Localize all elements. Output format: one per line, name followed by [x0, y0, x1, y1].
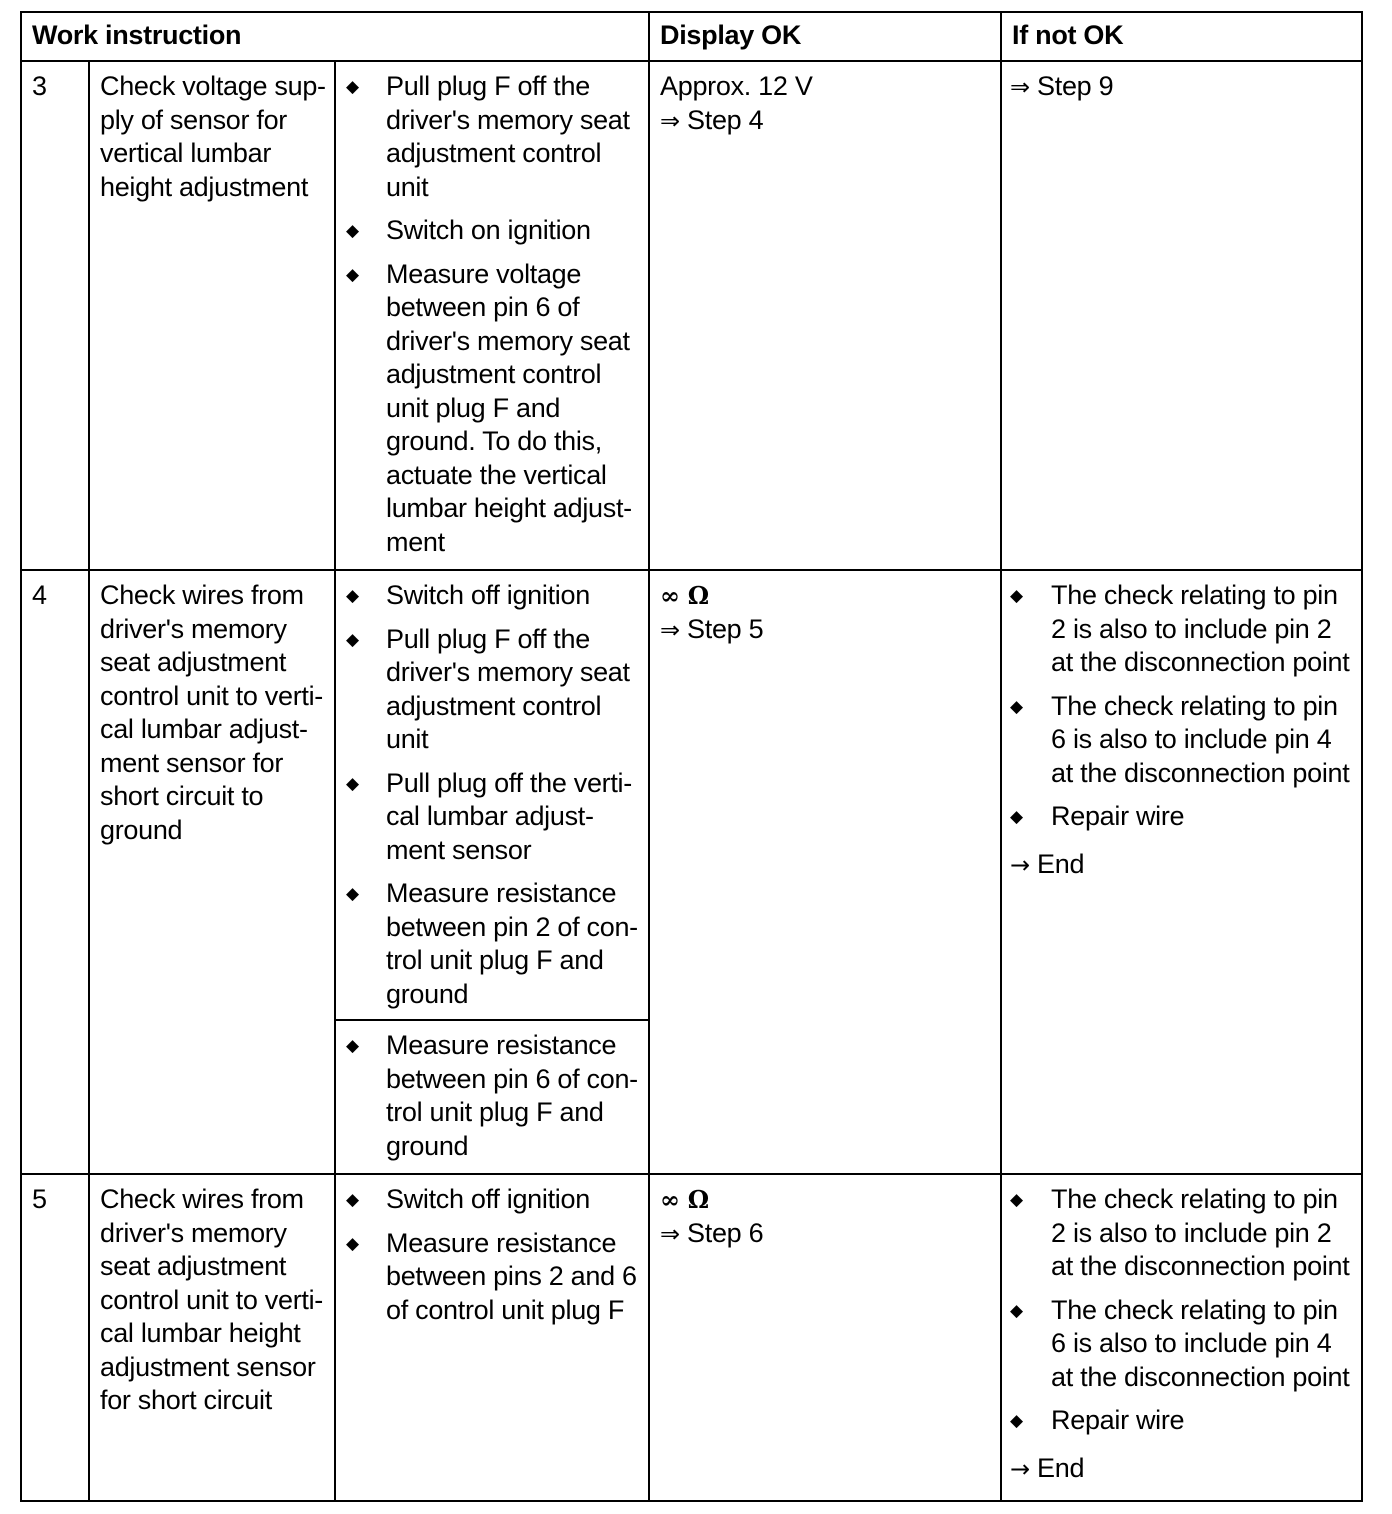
- action-list: [346, 70, 642, 559]
- error-next-step: [1010, 70, 1353, 105]
- list-item: [346, 579, 642, 613]
- if-not-ok-cell: [1001, 61, 1362, 570]
- display-ok-cell: [649, 570, 1001, 1174]
- next-step-label: Step 4: [687, 104, 764, 135]
- action-list: [346, 1183, 642, 1327]
- list-item: [1010, 579, 1353, 680]
- diamond-bullet-icon: ◆: [346, 586, 359, 605]
- table-row-step-3: [21, 61, 1362, 570]
- step-description-text: Check wires from driver's memory seat adjustment control unit to verti- cal lumbar height adjustment sensor for short circuit: [100, 1184, 323, 1415]
- action-subsection: [334, 1019, 650, 1163]
- diamond-bullet-icon: ◆: [346, 884, 359, 903]
- double-arrow-icon: ⇒: [660, 106, 680, 135]
- error-action-list: [1010, 579, 1353, 834]
- action-text: Pull plug F off the driver's memory seat adjustment control unit: [386, 71, 630, 202]
- step-actions: [335, 1174, 649, 1501]
- arrow-right-icon: →: [1010, 1454, 1030, 1483]
- list-item: [346, 1183, 642, 1217]
- error-action-text: The check relating to pin 2 is also to include pin 2 at the disconnection point: [1051, 1184, 1350, 1281]
- step-description: [89, 61, 335, 570]
- action-text: Switch off ignition: [386, 1184, 590, 1214]
- step-actions: [335, 61, 649, 570]
- diamond-bullet-icon: ◆: [346, 1036, 359, 1055]
- action-text: Measure resistance between pin 6 of con- trol unit plug F and ground: [386, 1030, 638, 1161]
- end-marker: [1010, 848, 1353, 883]
- diamond-bullet-icon: ◆: [1010, 1411, 1023, 1430]
- diamond-bullet-icon: ◆: [1010, 807, 1023, 826]
- header-work-instruction: Work instruction: [21, 12, 649, 61]
- step-number: 5: [21, 1174, 89, 1501]
- double-arrow-icon: ⇒: [1010, 73, 1030, 101]
- diamond-bullet-icon: ◆: [346, 773, 359, 793]
- error-action-list: [1010, 1183, 1353, 1438]
- display-value: Approx. 12 V: [660, 71, 813, 101]
- action-text: Switch on ignition: [386, 215, 591, 245]
- list-item: [346, 767, 642, 868]
- next-step-label: Step 6: [687, 1217, 764, 1248]
- list-item: [1010, 690, 1353, 791]
- double-arrow-icon: ⇒: [660, 1219, 680, 1248]
- step-description: [89, 570, 335, 1174]
- diamond-bullet-icon: ◆: [1010, 1300, 1023, 1320]
- display-next-step: [660, 104, 990, 139]
- table-row-step-4: [21, 570, 1362, 1174]
- diamond-bullet-icon: ◆: [346, 77, 359, 96]
- error-action-text: The check relating to pin 2 is also to include pin 2 at the disconnection point: [1051, 580, 1350, 677]
- display-ok-cell: [649, 1174, 1001, 1501]
- list-item: [346, 70, 642, 204]
- action-text: Pull plug off the verti- cal lumbar adjust- ment sensor: [386, 767, 632, 865]
- action-text: Measure voltage between pin 6 of driver's memory seat adjustment control unit plug F and ground. To do this, actuate the vertical lumbar height adjust- ment: [386, 258, 632, 557]
- error-action-text: Repair wire: [1051, 1405, 1185, 1435]
- table-row-step-5: [21, 1174, 1362, 1501]
- list-item: [346, 1227, 642, 1328]
- action-list: [346, 579, 642, 1011]
- end-label: End: [1037, 848, 1085, 879]
- action-text: Measure resistance between pin 2 of con- trol unit plug F and ground: [386, 878, 638, 1009]
- diamond-bullet-icon: ◆: [346, 1190, 359, 1209]
- diamond-bullet-icon: ◆: [1010, 586, 1023, 605]
- action-list: [346, 1029, 644, 1163]
- diamond-bullet-icon: ◆: [346, 629, 359, 649]
- display-next-step: [660, 1217, 990, 1252]
- step-actions: [335, 570, 649, 1174]
- arrow-right-icon: →: [1010, 850, 1030, 879]
- diamond-bullet-icon: ◆: [346, 221, 359, 240]
- action-text: Switch off ignition: [386, 580, 590, 610]
- error-action-text: The check relating to pin 6 is also to include pin 4 at the disconnection point: [1051, 690, 1350, 788]
- step-description: [89, 1174, 335, 1501]
- display-ok-cell: [649, 61, 1001, 570]
- header-if-not-ok: If not OK: [1001, 12, 1362, 61]
- step-number: 4: [21, 570, 89, 1174]
- double-arrow-icon: ⇒: [660, 615, 680, 644]
- next-step-label: Step 5: [687, 613, 764, 644]
- list-item: [1010, 1183, 1353, 1284]
- diamond-bullet-icon: ◆: [1010, 1190, 1023, 1209]
- header-display-ok: Display OK: [649, 12, 1001, 61]
- action-text: Measure resistance between pins 2 and 6 of control unit plug F: [386, 1227, 637, 1325]
- diamond-bullet-icon: ◆: [346, 1233, 359, 1253]
- end-marker: [1010, 1452, 1353, 1487]
- list-item: [1010, 800, 1353, 834]
- if-not-ok-cell: [1001, 570, 1362, 1174]
- list-item: [346, 877, 642, 1011]
- infinity-ohm-symbol: ∞ Ω: [660, 1185, 709, 1214]
- action-text: Pull plug F off the driver's memory seat adjustment control unit: [386, 623, 630, 754]
- list-item: [346, 1029, 644, 1163]
- diamond-bullet-icon: ◆: [346, 264, 359, 284]
- error-action-text: Repair wire: [1051, 801, 1185, 831]
- list-item: [1010, 1294, 1353, 1395]
- error-action-text: The check relating to pin 6 is also to include pin 4 at the disconnection point: [1051, 1294, 1350, 1392]
- if-not-ok-cell: [1001, 1174, 1362, 1501]
- error-step-label: Step 9: [1037, 71, 1114, 101]
- work-instruction-table: [20, 11, 1363, 1502]
- step-number: 3: [21, 61, 89, 570]
- table-header-row: [21, 12, 1362, 61]
- display-next-step: [660, 613, 990, 648]
- list-item: [346, 258, 642, 560]
- list-item: [1010, 1404, 1353, 1438]
- diamond-bullet-icon: ◆: [1010, 696, 1023, 716]
- list-item: [346, 214, 642, 248]
- list-item: [346, 623, 642, 757]
- step-description-text: Check wires from driver's memory seat adjustment control unit to verti- cal lumbar adjust- ment sensor for short circuit to ground: [100, 580, 323, 845]
- end-label: End: [1037, 1452, 1085, 1483]
- step-description-text: Check voltage sup- ply of sensor for vertical lumbar height adjustment: [100, 71, 326, 202]
- infinity-ohm-symbol: ∞ Ω: [660, 581, 709, 610]
